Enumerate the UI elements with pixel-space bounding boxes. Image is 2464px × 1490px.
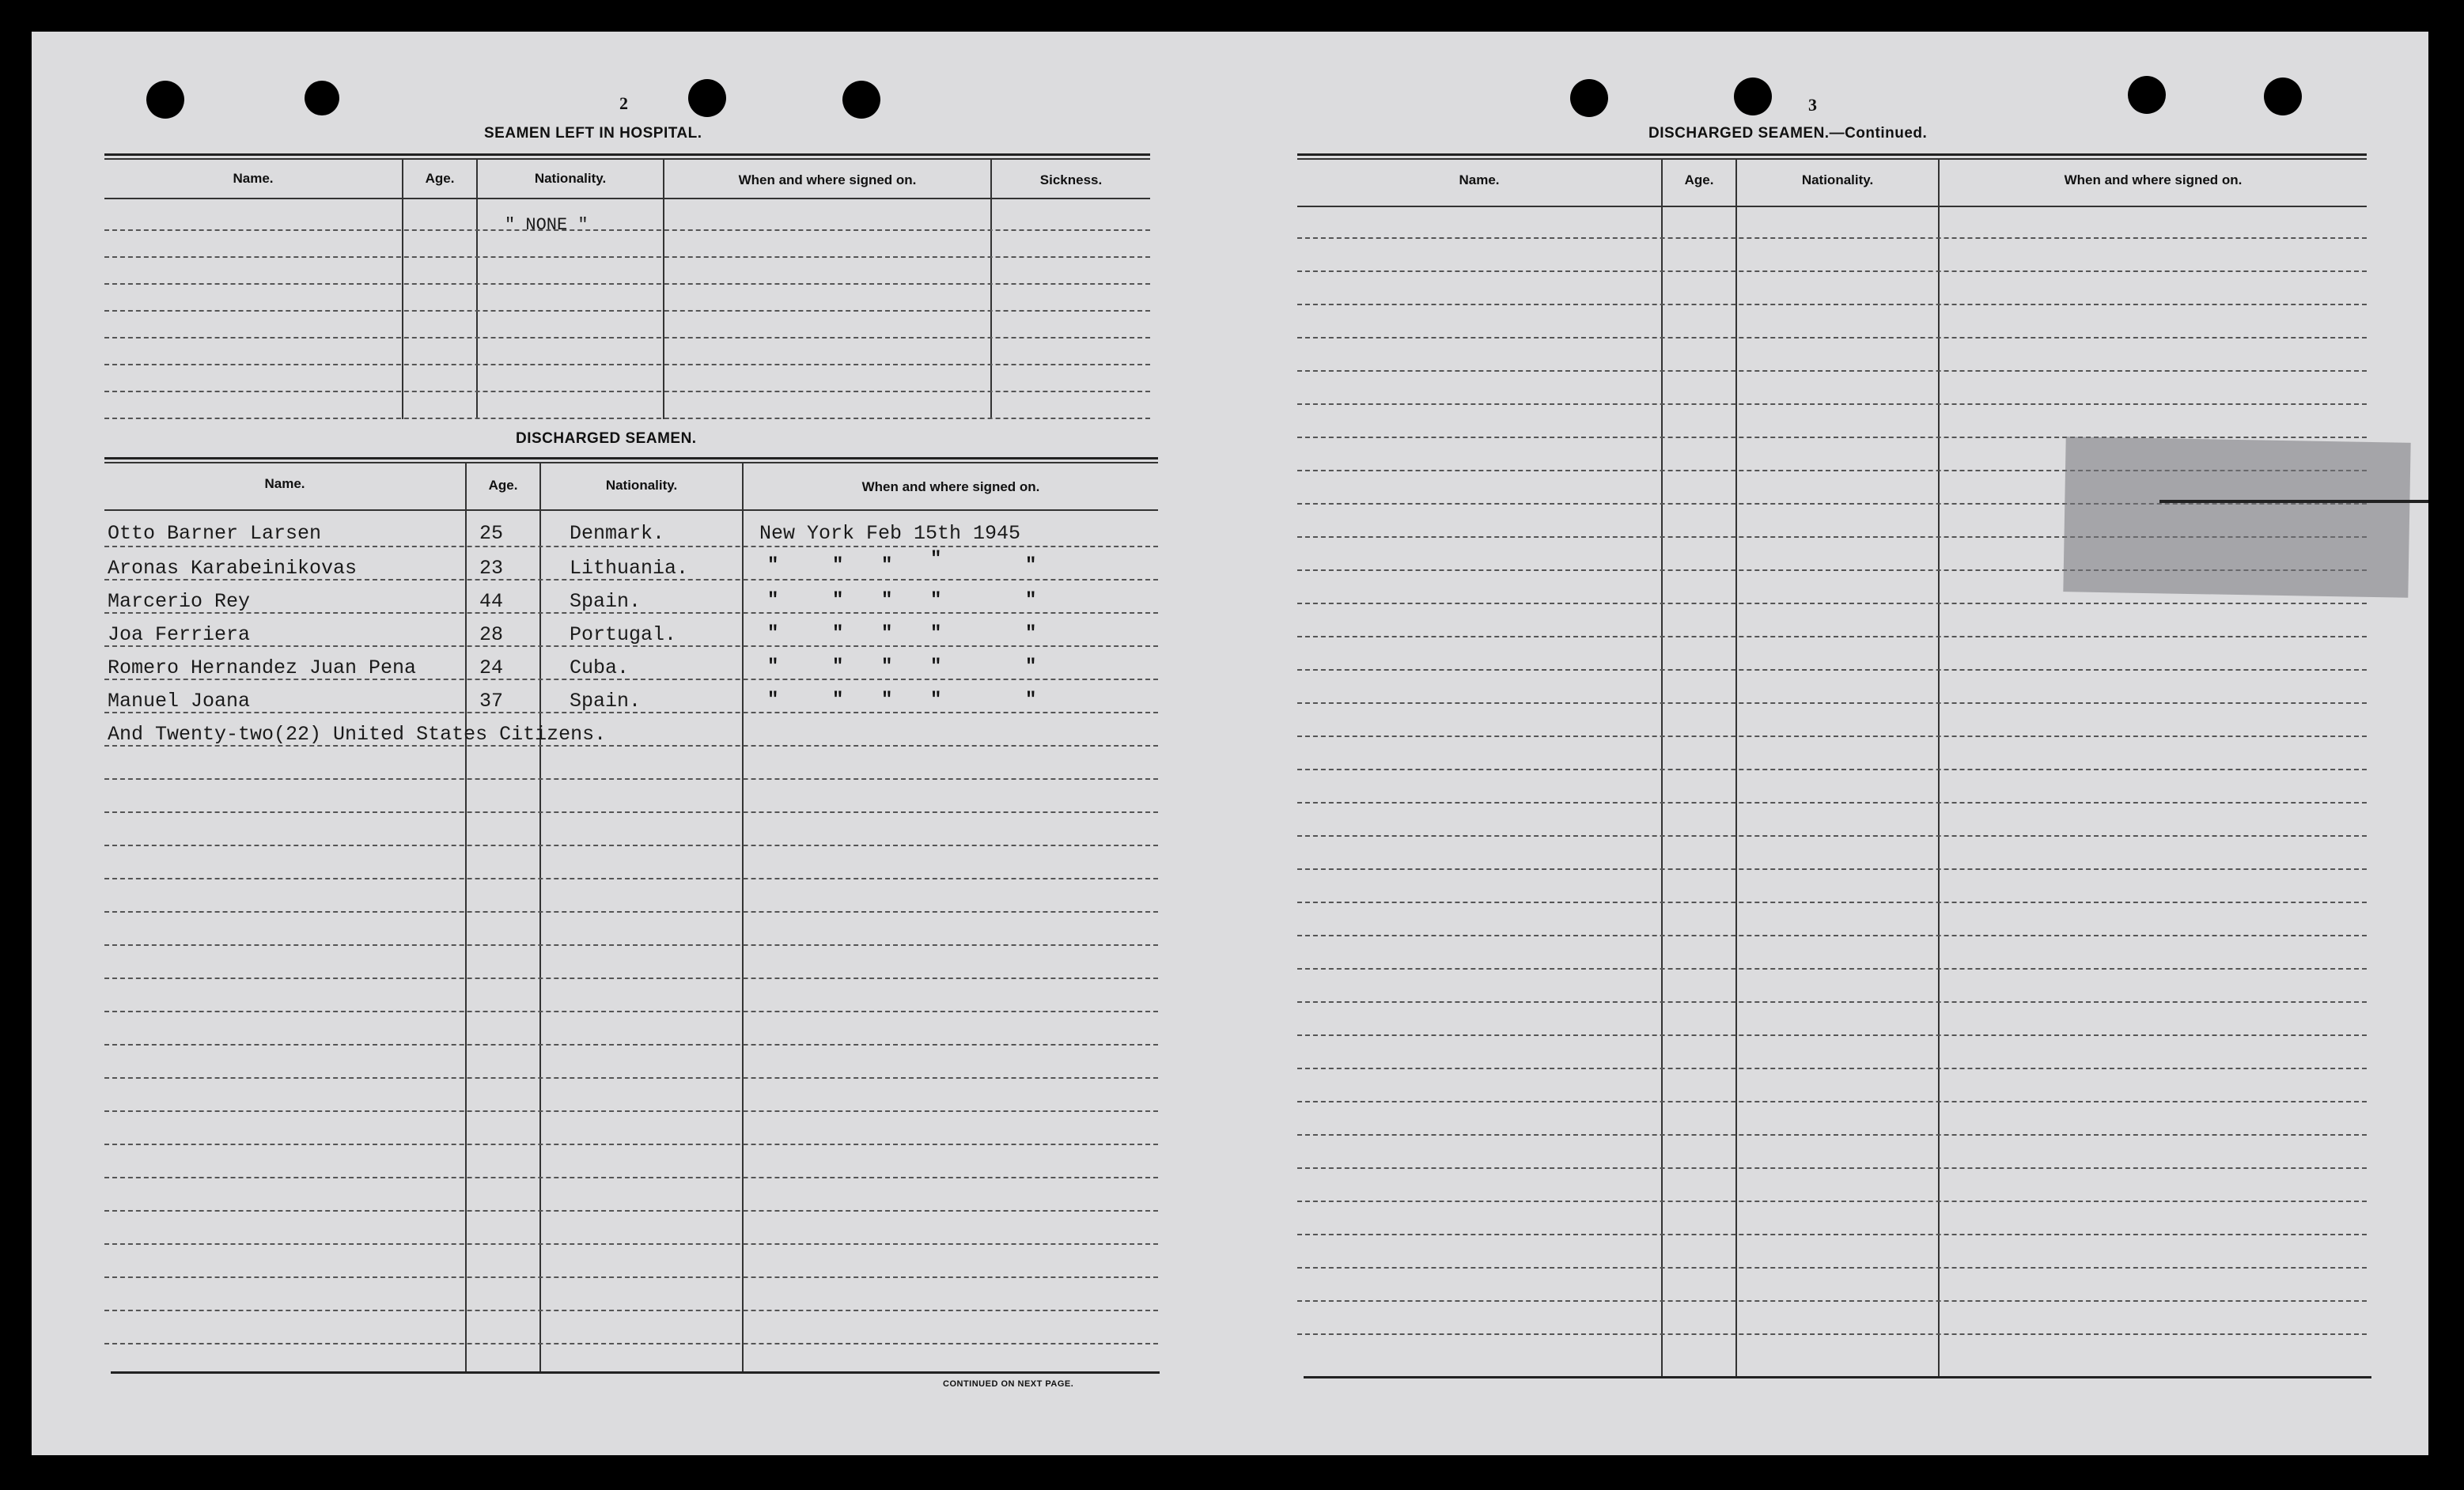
seaman-age: 23 bbox=[479, 557, 504, 580]
entry-line bbox=[1297, 270, 2367, 272]
col-head-name: Name. bbox=[264, 476, 305, 491]
rule bbox=[104, 462, 1158, 463]
col-head-age: Age. bbox=[425, 171, 455, 186]
ditto-mark: " bbox=[767, 590, 779, 611]
entry-line bbox=[1297, 1001, 2367, 1003]
right-entry-lines bbox=[1297, 32, 2367, 1455]
col-head-signed-on: When and where signed on. bbox=[861, 479, 1040, 494]
ditto-mark: " bbox=[832, 656, 844, 678]
seaman-name: Aronas Karabeinikovas bbox=[108, 557, 358, 580]
entry-line bbox=[104, 1276, 1158, 1278]
entry-line bbox=[1297, 636, 2367, 637]
entry-line bbox=[1297, 1333, 2367, 1335]
entry-line bbox=[104, 778, 1158, 780]
entry-line bbox=[104, 1077, 1158, 1079]
entry-line bbox=[1297, 702, 2367, 704]
entry-line bbox=[1297, 1234, 2367, 1235]
seaman-nationality: Lithuania. bbox=[570, 557, 689, 580]
entry-line bbox=[1297, 802, 2367, 804]
entry-line bbox=[1297, 237, 2367, 239]
seaman-nationality: Cuba. bbox=[570, 656, 630, 679]
ditto-mark: " bbox=[930, 656, 942, 678]
entry-line bbox=[1297, 736, 2367, 737]
ditto-mark: " bbox=[1025, 555, 1037, 577]
seaman-name: Marcerio Rey bbox=[108, 590, 251, 613]
entry-line bbox=[1297, 835, 2367, 837]
entry-line bbox=[104, 391, 1150, 392]
entry-line bbox=[1297, 868, 2367, 870]
entry-line bbox=[1297, 337, 2367, 338]
seaman-signed-on: New York Feb 15th 1945 bbox=[759, 522, 1021, 545]
tape-smudge bbox=[2063, 437, 2410, 598]
us-citizens-note: And Twenty-two(22) United States Citizens. bbox=[108, 723, 607, 746]
seaman-age: 25 bbox=[479, 522, 504, 545]
entry-line bbox=[1297, 902, 2367, 903]
entry-line bbox=[1297, 1134, 2367, 1136]
entry-line bbox=[1297, 1300, 2367, 1302]
entry-line bbox=[1297, 603, 2367, 604]
ditto-mark: " bbox=[881, 690, 893, 711]
col-head-signed-on: When and where signed on. bbox=[738, 172, 917, 187]
col-head-nationality: Nationality. bbox=[534, 171, 607, 186]
rule bbox=[104, 198, 1150, 199]
col-head-name: Name. bbox=[233, 171, 274, 186]
ditto-mark: " bbox=[930, 590, 942, 611]
entry-line bbox=[104, 878, 1158, 879]
entry-line bbox=[1297, 1267, 2367, 1269]
column-divider bbox=[476, 158, 478, 419]
ditto-mark: " bbox=[832, 690, 844, 711]
rule bbox=[1304, 1376, 2371, 1378]
entry-line bbox=[1297, 1201, 2367, 1202]
hospital-section-title: SEAMEN LEFT IN HOSPITAL. bbox=[484, 125, 702, 142]
entry-line bbox=[104, 310, 1150, 312]
ditto-mark: " bbox=[832, 623, 844, 645]
seaman-nationality: Portugal. bbox=[570, 623, 677, 646]
ditto-mark: " bbox=[767, 690, 779, 711]
ditto-mark: " bbox=[767, 656, 779, 678]
ditto-mark: " bbox=[1025, 690, 1037, 711]
column-divider bbox=[402, 158, 403, 419]
entry-line bbox=[104, 1044, 1158, 1046]
tape-streak bbox=[2159, 500, 2428, 503]
entry-line bbox=[1297, 769, 2367, 770]
seaman-nationality: Spain. bbox=[570, 690, 642, 713]
punch-hole bbox=[146, 81, 184, 119]
seaman-name: Joa Ferriera bbox=[108, 623, 251, 646]
entry-line bbox=[104, 1110, 1158, 1112]
punch-hole bbox=[842, 81, 880, 119]
entry-line bbox=[104, 1310, 1158, 1311]
seaman-age: 37 bbox=[479, 690, 504, 713]
entry-line bbox=[104, 546, 1158, 547]
seaman-age: 28 bbox=[479, 623, 504, 646]
entry-line bbox=[1297, 935, 2367, 936]
ditto-mark: " bbox=[767, 555, 779, 577]
seaman-name: Romero Hernandez Juan Pena bbox=[108, 656, 417, 679]
rule bbox=[111, 1371, 1160, 1374]
entry-line bbox=[104, 256, 1150, 258]
hospital-entry: " NONE " bbox=[505, 215, 589, 235]
entry-line bbox=[1297, 1167, 2367, 1169]
ditto-grid bbox=[767, 549, 1052, 729]
entry-line bbox=[1297, 304, 2367, 305]
entry-line bbox=[104, 978, 1158, 979]
entry-line bbox=[1297, 1101, 2367, 1102]
ditto-mark: " bbox=[881, 555, 893, 577]
entry-line bbox=[1297, 403, 2367, 405]
column-divider bbox=[990, 158, 992, 419]
rule bbox=[104, 509, 1158, 511]
seaman-age: 44 bbox=[479, 590, 504, 613]
rule bbox=[104, 158, 1150, 160]
ditto-mark: " bbox=[930, 623, 942, 645]
entry-line bbox=[104, 1343, 1158, 1344]
entry-line bbox=[1297, 1034, 2367, 1036]
col-head-name: Name. bbox=[1459, 172, 1500, 187]
col-head-signed-on: When and where signed on. bbox=[2064, 172, 2243, 187]
ditto-mark: " bbox=[1025, 656, 1037, 678]
page-number-left: 2 bbox=[619, 93, 628, 113]
column-divider bbox=[465, 462, 467, 1371]
col-head-nationality: Nationality. bbox=[1801, 172, 1874, 187]
entry-line bbox=[104, 911, 1158, 913]
entry-line bbox=[104, 337, 1150, 338]
seaman-name: Manuel Joana bbox=[108, 690, 251, 713]
entry-line bbox=[104, 1011, 1158, 1012]
punch-hole bbox=[688, 79, 726, 117]
ditto-mark: " bbox=[1025, 623, 1037, 645]
discharged-section-title: DISCHARGED SEAMEN. bbox=[516, 430, 697, 447]
entry-line bbox=[104, 418, 1150, 419]
entry-line bbox=[104, 1177, 1158, 1178]
entry-line bbox=[1297, 1068, 2367, 1069]
ditto-mark: " bbox=[881, 656, 893, 678]
rule bbox=[104, 153, 1150, 156]
punch-hole bbox=[305, 81, 339, 115]
page-number-right: 3 bbox=[1808, 95, 1817, 115]
document-sheet bbox=[32, 32, 2428, 1455]
ditto-mark: " bbox=[767, 623, 779, 645]
col-head-nationality: Nationality. bbox=[605, 478, 678, 493]
column-divider bbox=[742, 462, 744, 1371]
ditto-mark: " bbox=[930, 690, 942, 711]
column-divider bbox=[663, 158, 664, 419]
ditto-mark: " bbox=[1025, 590, 1037, 611]
entry-line bbox=[104, 811, 1158, 813]
continued-footer: CONTINUED ON NEXT PAGE. bbox=[943, 1379, 1074, 1389]
seaman-name: Otto Barner Larsen bbox=[108, 522, 322, 545]
entry-line bbox=[1297, 669, 2367, 671]
entry-line bbox=[104, 364, 1150, 365]
entry-line bbox=[104, 845, 1158, 846]
ditto-mark: " bbox=[832, 555, 844, 577]
ditto-mark: " bbox=[930, 549, 942, 570]
column-divider bbox=[539, 462, 541, 1371]
entry-line bbox=[104, 229, 1150, 231]
rule bbox=[104, 457, 1158, 459]
ditto-mark: " bbox=[832, 590, 844, 611]
entry-line bbox=[1297, 370, 2367, 372]
entry-line bbox=[104, 1243, 1158, 1245]
entry-line bbox=[104, 1210, 1158, 1212]
ditto-mark: " bbox=[881, 623, 893, 645]
entry-line bbox=[1297, 437, 2367, 438]
entry-line bbox=[1297, 968, 2367, 970]
seaman-nationality: Spain. bbox=[570, 590, 642, 613]
entry-line bbox=[104, 1144, 1158, 1145]
right-page-title: DISCHARGED SEAMEN.—Continued. bbox=[1648, 125, 1928, 142]
entry-line bbox=[104, 944, 1158, 946]
ditto-mark: " bbox=[881, 590, 893, 611]
seaman-nationality: Denmark. bbox=[570, 522, 665, 545]
col-head-age: Age. bbox=[1684, 172, 1714, 187]
col-head-age: Age. bbox=[488, 478, 518, 493]
seaman-age: 24 bbox=[479, 656, 504, 679]
col-head-sickness: Sickness. bbox=[1039, 172, 1103, 187]
entry-line bbox=[104, 283, 1150, 285]
